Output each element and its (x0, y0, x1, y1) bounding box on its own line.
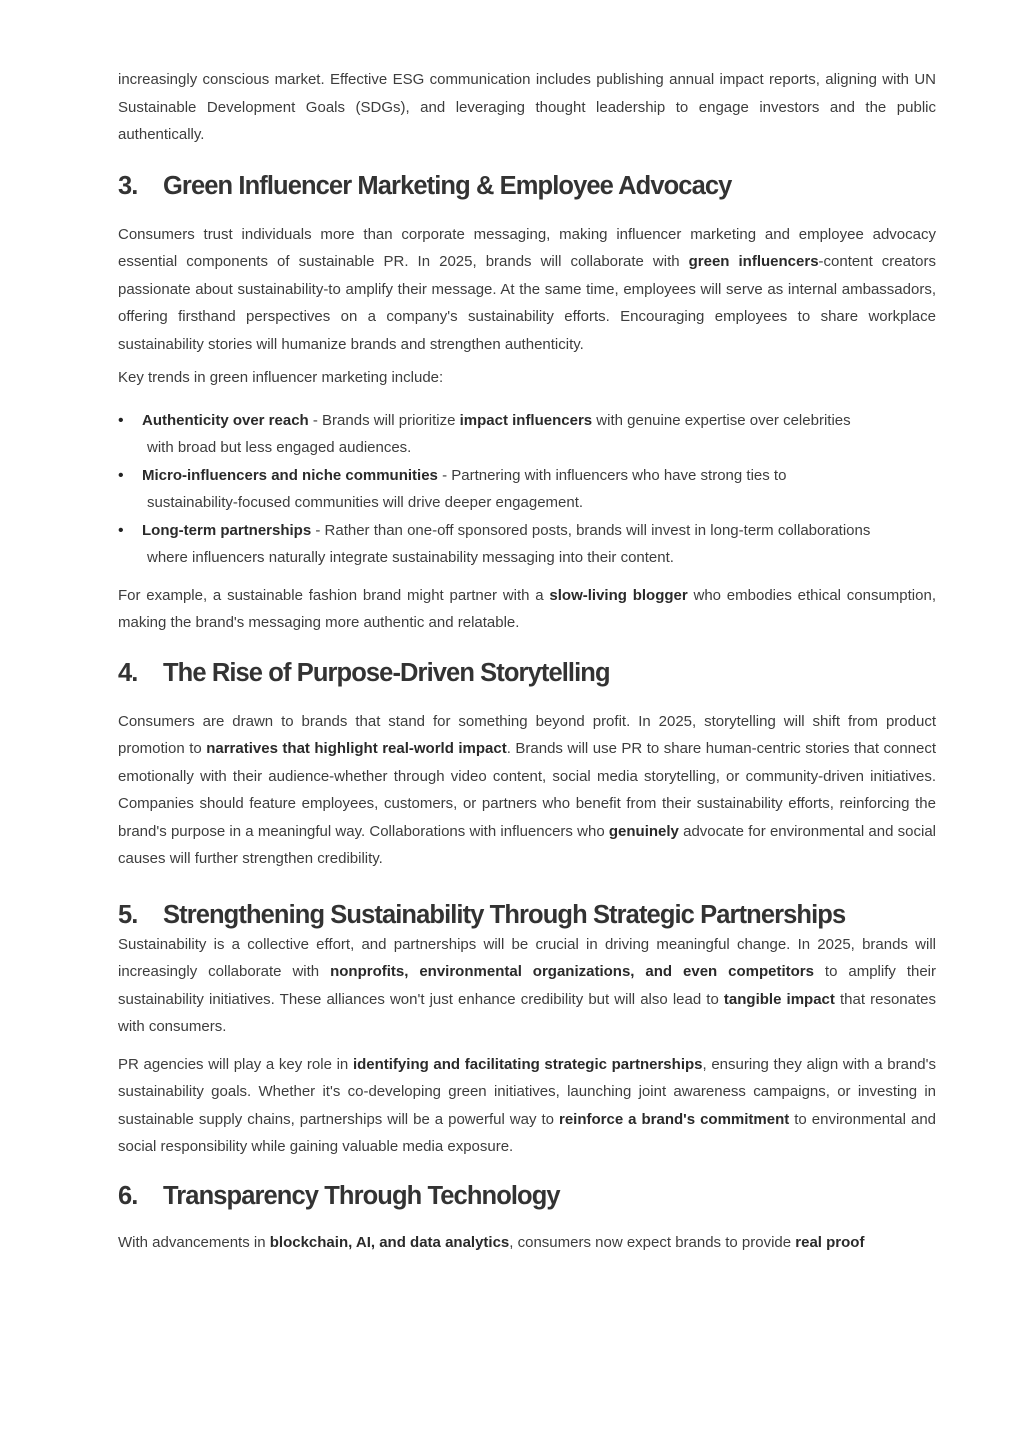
bold-text: nonprofits, environmental organizations, and even competitors (330, 963, 814, 980)
bold-text: slow-living blogger (549, 586, 688, 604)
text-span: Consumers trust individuals more than corporate messaging, making influencer marketing and employee advocacy essential components of sustainable PR. In 2025, brands will collaborate with (118, 225, 936, 270)
bullet-bold: Authenticity over reach (142, 411, 309, 429)
section-4-paragraph (118, 708, 936, 873)
text-span: - Rather than one-off sponsored posts, brands will invest in long-term collaborations (311, 521, 871, 539)
section-4-title: The Rise of Purpose-Driven Storytelling (163, 658, 610, 687)
trends-list (118, 407, 936, 572)
text-span: Consumers are drawn to brands that stand for something beyond profit. In 2025, storytelling will shift from product promotion to (118, 712, 936, 757)
bold-text: narratives that highlight real-world impact (206, 740, 507, 757)
bold-text: blockchain, AI, and data analytics (269, 1233, 510, 1251)
list-item (118, 462, 936, 517)
section-5-heading (118, 899, 936, 931)
section-3-paragraph (118, 221, 936, 359)
bold-text: tangible impact (723, 990, 835, 1008)
text-span: to environmental and social responsibility while gaining valuable media exposure. (118, 1110, 936, 1155)
text-span: that resonates with consumers. (118, 990, 936, 1035)
text-span: with genuine expertise over celebrities (592, 411, 851, 429)
text-span: who embodies ethical consumption, making the brand's messaging more authentic and relatable. (118, 586, 936, 631)
section-5-number: 5. (118, 900, 138, 929)
text-span: - Brands will prioritize (308, 411, 460, 429)
section-6-title: Transparency Through Technology (163, 1181, 560, 1210)
bullet-continuation: with broad but less engaged audiences. (147, 439, 412, 456)
text-span: With advancements in (118, 1233, 270, 1251)
text-span: Sustainability is a collective effort, and partnerships will be crucial in driving meaningful change. In 2025, brands will increasingly collaborate with (118, 935, 936, 980)
intro-continuation-paragraph: increasingly conscious market. Effective ESG communication includes publishing annual impact reports, aligning with UN Sustainable Development Goals (SDGs), and leveraging thought leadership to engage investors and the public authentically. (118, 71, 936, 143)
section-3-title: Green Influencer Marketing & Employee Advocacy (163, 171, 732, 200)
document-page (118, 66, 936, 1256)
text-span: to amplify their sustainability initiatives. These alliances won't just enhance credibility but will also lead to (118, 963, 936, 1008)
bullet-continuation: where influencers naturally integrate sustainability messaging into their content. (147, 549, 674, 566)
section-3-number: 3. (118, 171, 138, 200)
section-5-paragraph-1 (118, 931, 936, 1041)
section-6-number: 6. (118, 1181, 138, 1210)
section-5-paragraph-2 (118, 1051, 936, 1161)
list-item (118, 517, 936, 572)
list-item (118, 407, 936, 462)
bold-text: genuinely (608, 822, 679, 840)
text-span: , consumers now expect brands to provide (509, 1233, 796, 1251)
example-paragraph (118, 582, 936, 637)
bullet-bold: impact influencers (459, 411, 593, 429)
text-span: . Brands will use PR to share human-centric stories that connect emotionally with their audience-whether through video content, social media storytelling, or community-driven initiatives. Companies should feature employees, customers, or partners who benefit from their sustainability efforts, reinforcing the brand's purpose in a meaningful way. Collaborations with influencers who (118, 740, 937, 840)
bold-text: reinforce a brand's commitment (558, 1110, 790, 1128)
text-span: For example, a sustainable fashion brand might partner with a (118, 586, 550, 604)
section-4-heading (118, 657, 936, 689)
bold-text: identifying and facilitating strategic partnerships (352, 1055, 703, 1073)
bold-text: green influencers (688, 253, 819, 270)
bold-text: real proof (795, 1233, 865, 1251)
bullet-bold: Long-term partnerships (142, 521, 312, 539)
section-4-number: 4. (118, 658, 138, 687)
section-3-heading (118, 170, 936, 202)
text-span: -content creators passionate about sustainability-to amplify their message. At the same time, employees will serve as internal ambassadors, offering firsthand perspectives on a company's sustainability efforts. Encouraging employees to share workplace sustainability stories will humanize brands and strengthen authenticity. (118, 253, 936, 353)
bullet-bold: Micro-influencers and niche communities (142, 466, 438, 484)
text-span: advocate for environmental and social causes will further strengthen credibility. (118, 822, 936, 867)
section-6-paragraph (118, 1229, 936, 1257)
text-span: - Partnering with influencers who have strong ties to (437, 466, 787, 484)
bullet-continuation: sustainability-focused communities will drive deeper engagement. (147, 494, 584, 511)
section-6-heading (118, 1180, 936, 1212)
text-span: , ensuring they align with a brand's sustainability goals. Whether it's co-developing green initiatives, launching joint awareness campaigns, or investing in sustainable supply chains, partnerships will be a powerful way to (118, 1055, 936, 1128)
text-span: PR agencies will play a key role in (118, 1055, 353, 1073)
trends-intro: Key trends in green influencer marketing include: (118, 369, 444, 386)
section-5-title: Strengthening Sustainability Through Strategic Partnerships (163, 900, 846, 929)
